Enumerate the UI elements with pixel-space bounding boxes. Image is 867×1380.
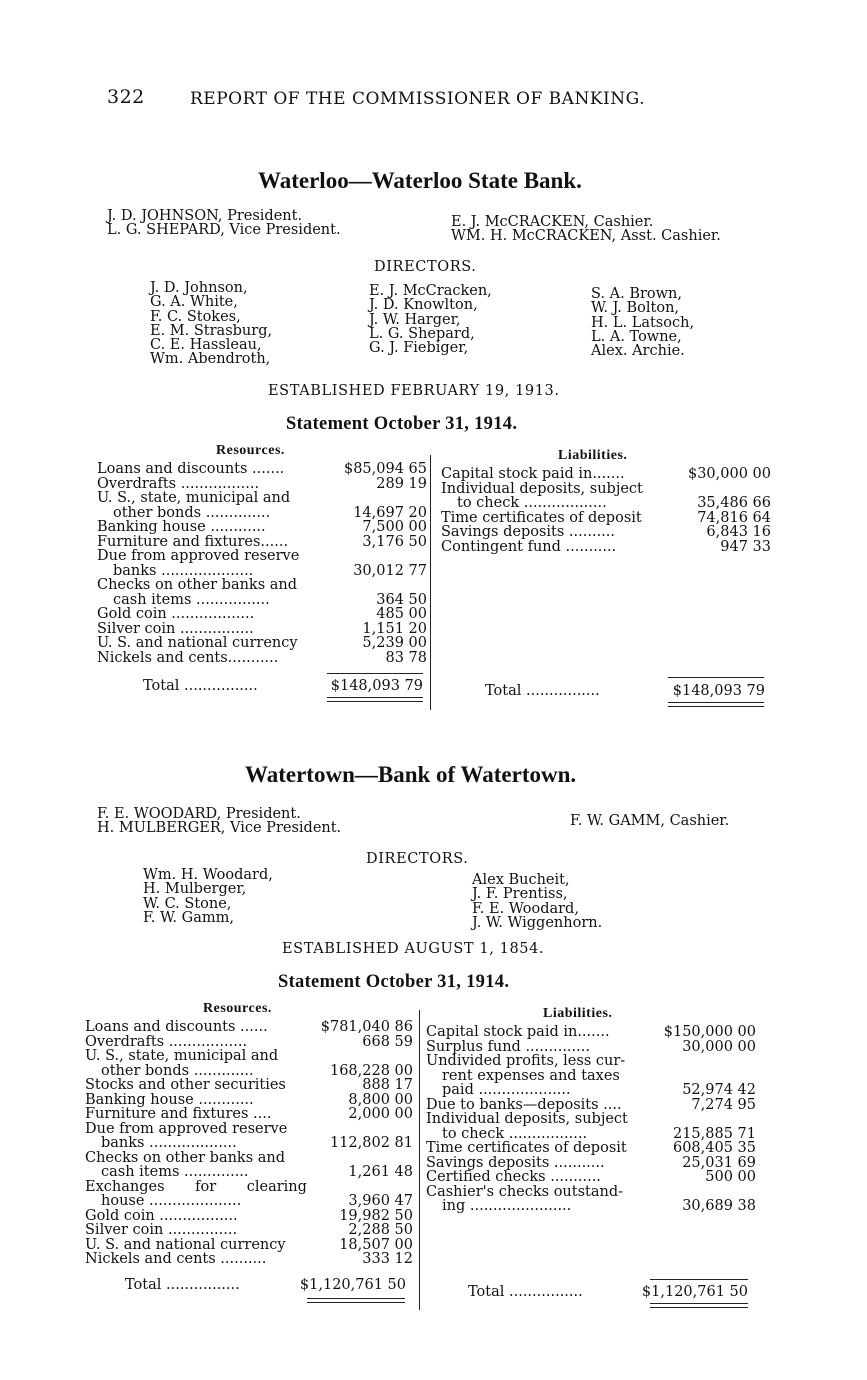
row-label: to check .................	[442, 1125, 588, 1142]
row-value: 608,405 35	[672, 1140, 756, 1156]
total-label: Total ................	[143, 678, 258, 694]
director: L. A. Towne,	[591, 328, 682, 345]
row-value: 18,507 00	[339, 1236, 413, 1253]
row-label: Individual deposits, subject	[441, 480, 643, 497]
director: J. D. Johnson,	[150, 280, 248, 296]
row-label: Exchanges for clearing	[85, 1178, 307, 1195]
bank2-resources-label: Resources.	[203, 1001, 272, 1016]
row-value: 947 33	[720, 538, 771, 555]
row-value: 30,012 77	[353, 562, 427, 579]
director: W. J. Bolton,	[591, 300, 680, 317]
bank2-directors-col2	[472, 873, 602, 930]
row-value: 333 12	[362, 1251, 413, 1267]
row-value: 168,228 00	[329, 1062, 413, 1079]
officer-line: F. E. WOODARD, President.	[97, 806, 301, 822]
bank1-directors-col2	[369, 284, 492, 355]
row-label: Silver coin ...............	[85, 1222, 238, 1238]
bank2-resources-table	[85, 1020, 413, 1270]
row-label: U. S. and national currency	[97, 635, 298, 651]
row-label: Surplus fund ..............	[426, 1038, 590, 1055]
row-label: Checks on other banks and	[97, 577, 298, 593]
page-number: 322	[107, 86, 145, 108]
row-label: Contingent fund ...........	[441, 538, 617, 555]
director: F. W. Gamm,	[143, 909, 234, 926]
director: E. J. McCracken,	[369, 283, 492, 299]
bank1-officers-left	[107, 209, 341, 237]
row-label: Capital stock paid in.......	[441, 466, 625, 482]
row-value: 19,982 50	[339, 1207, 413, 1224]
row-label: Loans and discounts .......	[97, 461, 285, 477]
rule	[668, 702, 764, 703]
total-label: Total ................	[485, 683, 600, 699]
director: J. W. Harger,	[369, 311, 461, 328]
row-value: 289 19	[376, 475, 427, 492]
officer-line: L. G. SHEPARD, Vice President.	[107, 222, 341, 238]
running-header: REPORT OF THE COMMISSIONER OF BANKING.	[190, 89, 645, 109]
officer-line: WM. H. McCRACKEN, Asst. Cashier.	[451, 228, 721, 244]
row-label: cash items ..............	[101, 1164, 249, 1180]
bank1-column-divider	[430, 455, 431, 710]
row-label: Certified checks ...........	[426, 1169, 601, 1185]
total-value: $1,120,761 50	[641, 1284, 748, 1300]
row-value: $85,094 65	[343, 461, 427, 477]
row-value: $30,000 00	[687, 466, 771, 482]
row-value: 1,151 20	[362, 620, 427, 637]
row-label: Cashier's checks outstand-	[426, 1183, 624, 1200]
row-value: $150,000 00	[663, 1024, 756, 1040]
row-value: 7,500 00	[362, 519, 427, 535]
row-label: cash items ................	[113, 591, 270, 608]
bank2-liabilities-label: Liabilities.	[543, 1006, 613, 1021]
row-label: U. S. and national currency	[85, 1236, 286, 1253]
officer-line: F. W. GAMM, Cashier.	[570, 813, 730, 829]
row-label: Nickels and cents ..........	[85, 1251, 267, 1267]
row-value: 112,802 81	[329, 1135, 413, 1151]
row-label: Furniture and fixtures ....	[85, 1106, 272, 1122]
row-value: 7,274 95	[691, 1096, 756, 1113]
bank1-liabilities-table	[441, 467, 771, 567]
director: C. E. Hassleau,	[150, 337, 262, 354]
row-label: Silver coin ................	[97, 620, 254, 637]
director: F. E. Woodard,	[472, 900, 579, 917]
row-label: Time certificates of deposit	[441, 509, 642, 526]
director: Wm. Abendroth,	[150, 351, 271, 368]
director: W. C. Stone,	[143, 895, 232, 912]
bank1-established: ESTABLISHED FEBRUARY 19, 1913.	[268, 383, 560, 399]
bank2-title: Watertown—Bank of Watertown.	[245, 762, 577, 787]
row-label: ing ......................	[442, 1198, 572, 1214]
row-label: other bonds ..............	[113, 504, 271, 521]
director: E. M. Strasburg,	[150, 322, 273, 339]
row-value: 3,960 47	[348, 1193, 413, 1209]
rule	[327, 673, 423, 674]
row-value: 364 50	[376, 591, 427, 608]
row-label: Undivided profits, less cur-	[426, 1053, 626, 1069]
row-value: 74,816 64	[697, 509, 771, 526]
rule	[650, 1279, 748, 1280]
row-label: U. S., state, municipal and	[97, 490, 291, 506]
bank2-established: ESTABLISHED AUGUST 1, 1854.	[282, 941, 545, 957]
row-label: Due from approved reserve	[97, 548, 300, 564]
row-label: Due to banks—deposits ....	[426, 1096, 622, 1113]
row-value: 35,486 66	[697, 495, 771, 511]
bank1-directors-col1	[150, 281, 272, 367]
row-label: Savings deposits ..........	[441, 524, 615, 540]
row-label: banks ....................	[113, 562, 254, 579]
row-label: house ....................	[101, 1193, 242, 1209]
row-label: Banking house ............	[97, 519, 266, 535]
director: Alex. Archie.	[591, 343, 685, 360]
bank1-title: Waterloo—Waterloo State Bank.	[258, 168, 582, 193]
row-value: 500 00	[705, 1169, 756, 1185]
row-label: Loans and discounts ......	[85, 1019, 268, 1035]
row-label: Gold coin .................	[85, 1207, 238, 1224]
row-value: 83 78	[385, 649, 427, 666]
director: J. W. Wiggenhorn.	[472, 914, 603, 931]
row-label: U. S., state, municipal and	[85, 1048, 279, 1064]
row-label: Stocks and other securities	[85, 1077, 286, 1093]
row-value: 1,261 48	[348, 1164, 413, 1180]
row-label: Due from approved reserve	[85, 1120, 288, 1137]
rule	[307, 1302, 405, 1303]
row-label: banks ...................	[101, 1135, 237, 1151]
row-label: Time certificates of deposit	[426, 1140, 627, 1156]
row-label: Furniture and fixtures......	[97, 533, 289, 550]
row-value: 30,000 00	[682, 1038, 756, 1055]
row-value: 215,885 71	[672, 1125, 756, 1142]
row-label: paid ....................	[442, 1082, 571, 1098]
bank1-directors-col3	[591, 287, 694, 358]
bank1-liabilities-label: Liabilities.	[558, 448, 628, 463]
director: J. F. Prentiss,	[472, 886, 568, 903]
row-label: Savings deposits ...........	[426, 1154, 605, 1171]
row-label: Gold coin ..................	[97, 606, 255, 622]
officer-line: E. J. McCRACKEN, Cashier.	[451, 214, 654, 230]
officer-line: H. MULBERGER, Vice President.	[97, 820, 342, 836]
bank1-directors-label: DIRECTORS.	[374, 259, 477, 275]
row-value: 485 00	[376, 606, 427, 622]
row-value: 14,697 20	[353, 504, 427, 521]
director: S. A. Brown,	[591, 286, 683, 302]
row-label: Overdrafts .................	[97, 475, 260, 492]
total-label: Total ................	[468, 1284, 583, 1300]
director: G. J. Fiebiger,	[369, 340, 469, 357]
row-value: 668 59	[362, 1033, 413, 1050]
director: G. A. White,	[150, 294, 238, 311]
rule	[668, 677, 764, 678]
bank1-officers-right	[451, 215, 721, 243]
row-value: 52,974 42	[682, 1082, 756, 1098]
bank1-statement-title: Statement October 31, 1914.	[286, 414, 518, 434]
row-label: other bonds .............	[101, 1062, 254, 1079]
director: L. G. Shepard,	[369, 325, 475, 342]
rule	[327, 701, 423, 702]
director: Alex Bucheit,	[472, 872, 570, 888]
rule	[650, 1307, 748, 1308]
row-label: Nickels and cents...........	[97, 649, 279, 666]
rule	[668, 706, 764, 707]
officer-line: J. D. JOHNSON, President.	[107, 208, 303, 224]
row-value: 3,176 50	[362, 533, 427, 550]
row-value: 30,689 38	[682, 1198, 756, 1214]
row-value: 6,843 16	[706, 524, 771, 540]
row-value: $781,040 86	[320, 1019, 413, 1035]
bank2-statement-title: Statement October 31, 1914.	[278, 972, 510, 992]
bank1-resources-label: Resources.	[216, 443, 285, 458]
total-value: $1,120,761 50	[299, 1277, 406, 1293]
row-label: Capital stock paid in.......	[426, 1024, 610, 1040]
rule	[307, 1298, 405, 1299]
row-value: 2,288 50	[348, 1222, 413, 1238]
bank2-column-divider	[419, 1010, 420, 1310]
director: H. Mulberger,	[143, 881, 247, 898]
total-value: $148,093 79	[330, 678, 423, 694]
rule	[327, 697, 423, 698]
row-label: Banking house ............	[85, 1091, 254, 1108]
total-value: $148,093 79	[672, 683, 765, 699]
director: F. C. Stokes,	[150, 308, 241, 325]
director: J. D. Knowlton,	[369, 297, 478, 314]
row-value: 25,031 69	[682, 1154, 756, 1171]
bank2-officers-right	[570, 814, 729, 828]
bank2-directors-label: DIRECTORS.	[366, 851, 469, 867]
row-label: Checks on other banks and	[85, 1149, 286, 1166]
rule	[650, 1303, 748, 1304]
bank2-officers-left	[97, 807, 341, 835]
row-label: rent expenses and taxes	[442, 1067, 620, 1084]
bank2-directors-col1	[143, 868, 273, 925]
total-label: Total ................	[125, 1277, 240, 1293]
row-value: 8,800 00	[348, 1091, 413, 1108]
director: H. L. Latsoch,	[591, 314, 695, 331]
row-value: 5,239 00	[362, 635, 427, 651]
row-value: 888 17	[362, 1077, 413, 1093]
row-value: 2,000 00	[348, 1106, 413, 1122]
director: Wm. H. Woodard,	[143, 867, 273, 883]
bank1-resources-table	[97, 462, 427, 672]
row-label: Individual deposits, subject	[426, 1111, 628, 1127]
bank2-liabilities-table	[426, 1025, 756, 1225]
row-label: Overdrafts .................	[85, 1033, 248, 1050]
row-label: to check ..................	[457, 495, 607, 511]
